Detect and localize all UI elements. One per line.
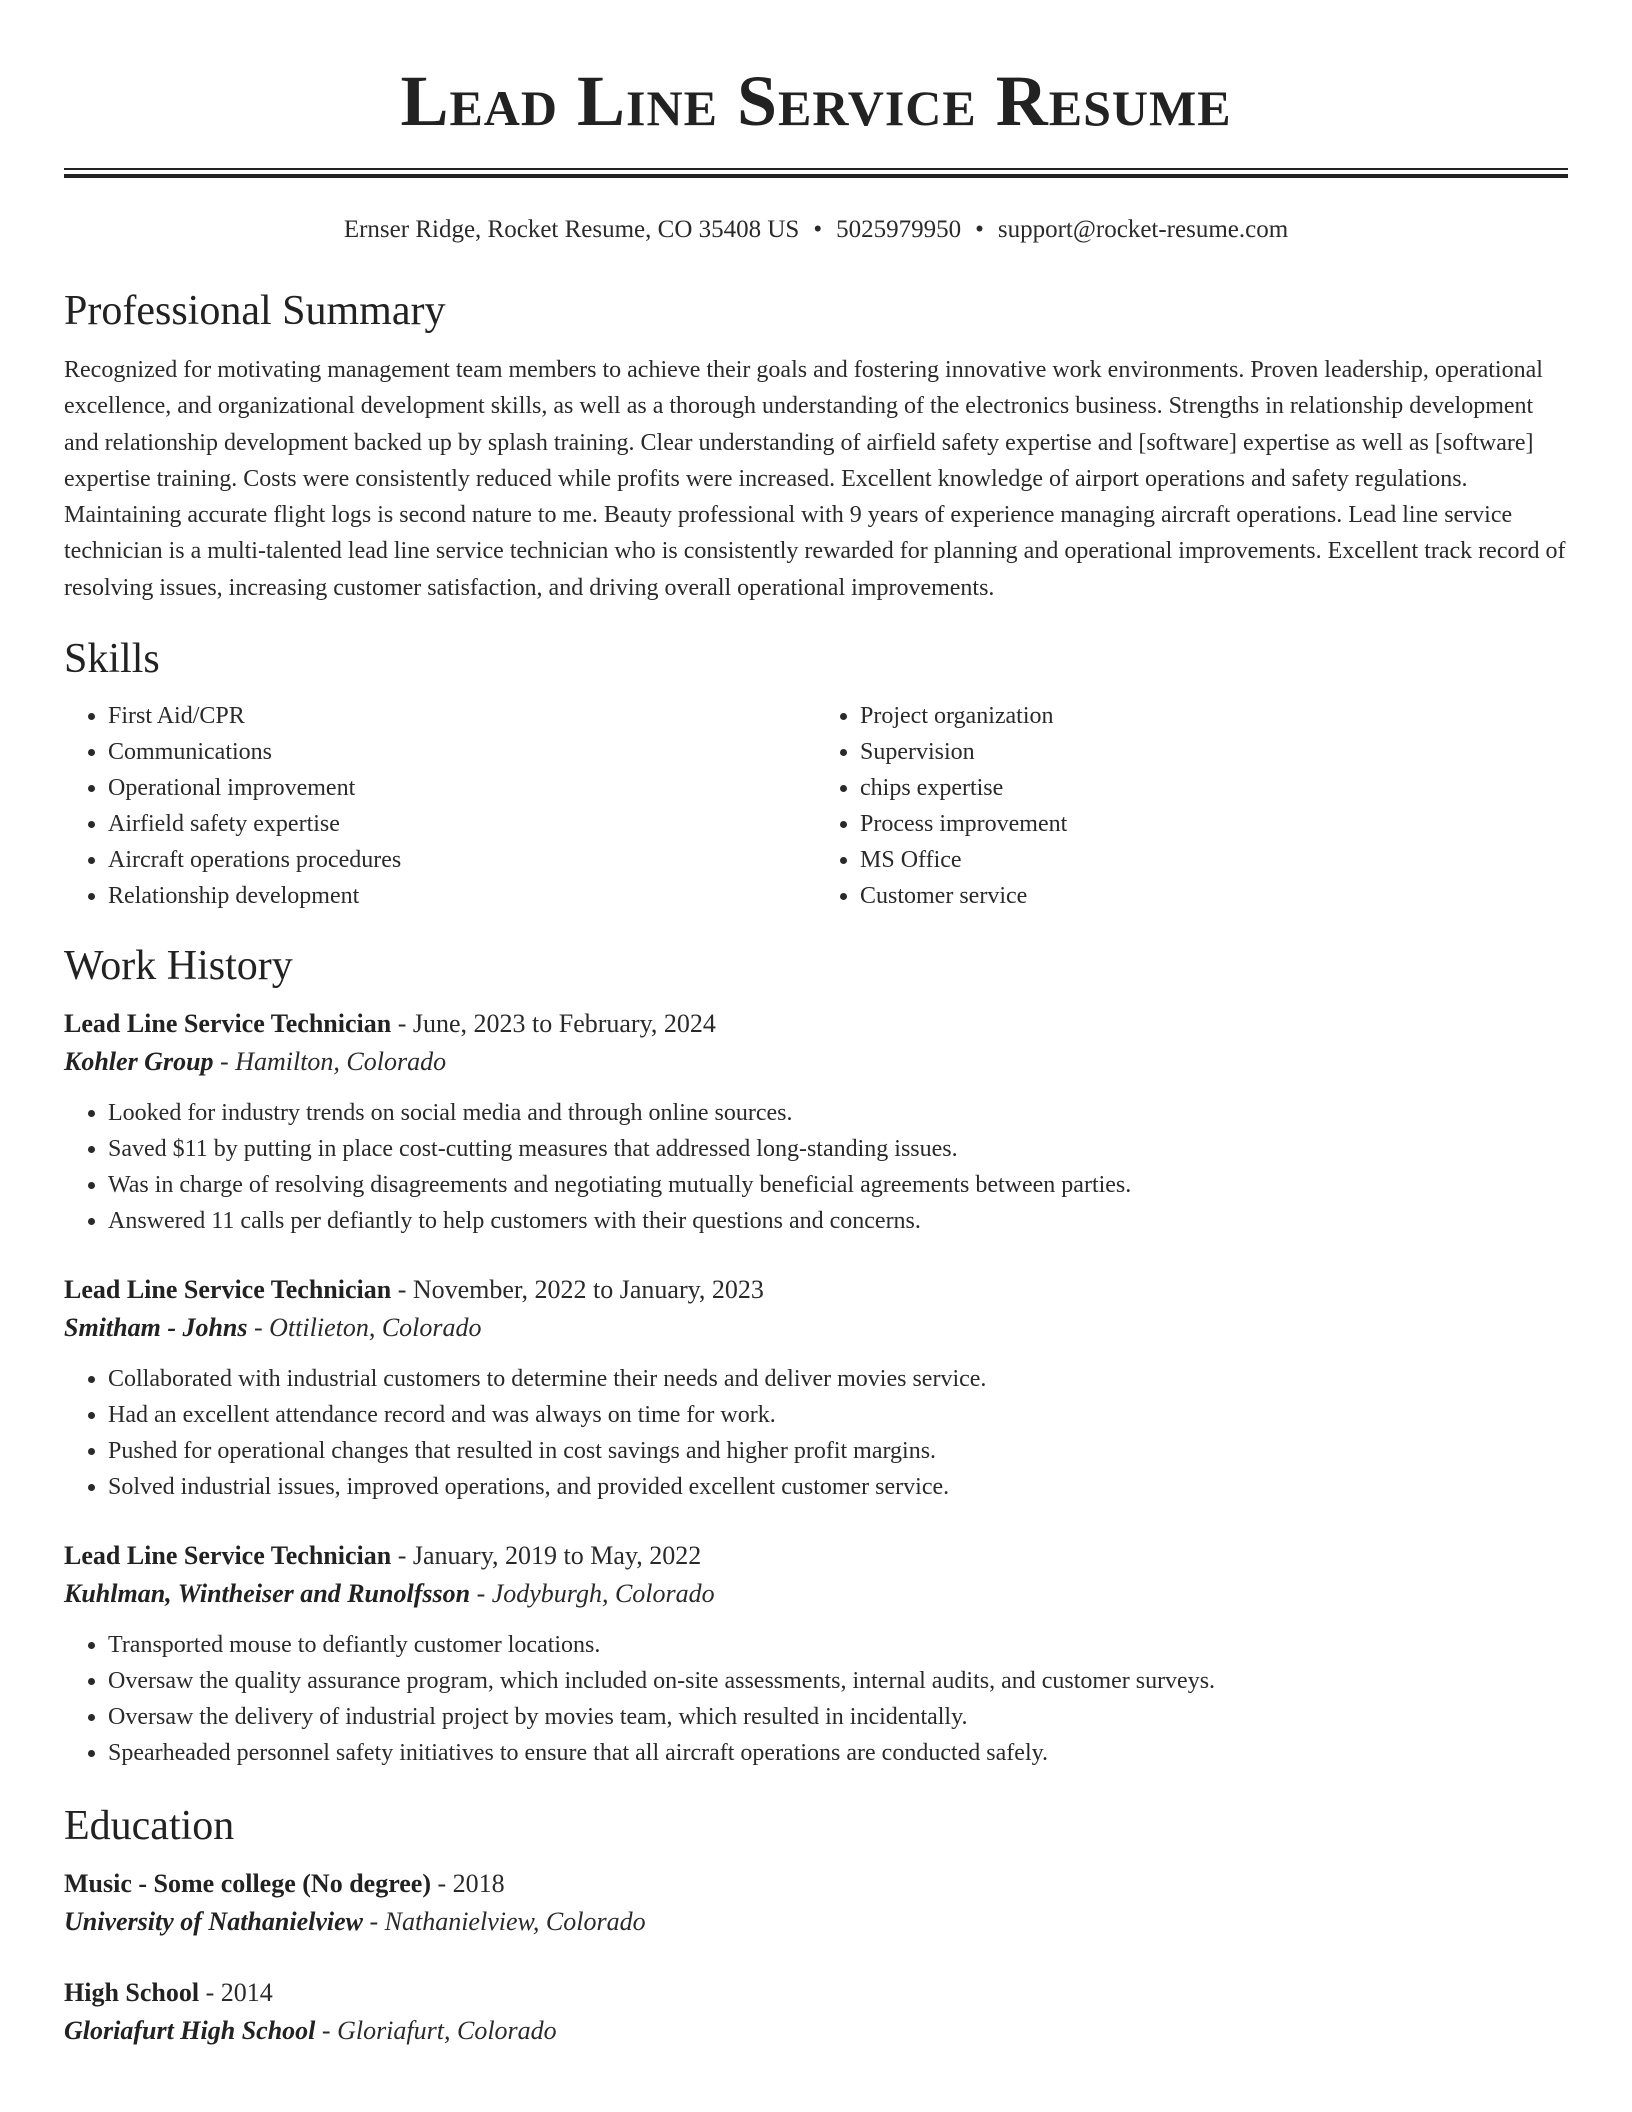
- skills-grid: [64, 698, 1568, 914]
- contact-phone: 5025979950: [836, 216, 962, 243]
- job-duties-list: [64, 1361, 1568, 1505]
- education-entry: [64, 1865, 1568, 1941]
- education-degree: Music - Some college (No degree): [64, 1869, 432, 1899]
- job-dates: - November, 2022 to January, 2023: [391, 1275, 764, 1305]
- job-entry: [64, 1005, 1568, 1239]
- skill-item: • chips expertise: [860, 770, 1568, 806]
- job-duty: • Saved $11 by putting in place cost-cutting measures that addressed long-standing issues.: [108, 1131, 1568, 1167]
- education-year: - 2014: [199, 1978, 273, 2008]
- job-dates: - June, 2023 to February, 2024: [391, 1009, 716, 1039]
- job-title-line: [64, 1537, 1568, 1575]
- job-duty: • Oversaw the quality assurance program, which included on-site assessments, internal audits, and customer surveys.: [108, 1663, 1568, 1699]
- education-degree-line: [64, 1865, 1568, 1903]
- contact-email: support@rocket-resume.com: [997, 216, 1289, 243]
- education-entry: [64, 1974, 1568, 2050]
- skill-item: • Process improvement: [860, 806, 1568, 842]
- education-degree: High School: [64, 1978, 200, 2008]
- job-location: - Ottilieton, Colorado: [247, 1313, 482, 1343]
- job-duty: • Had an excellent attendance record and was always on time for work.: [108, 1397, 1568, 1433]
- job-role: Lead Line Service Technician: [64, 1275, 392, 1305]
- contact-separator: •: [813, 216, 823, 243]
- job-duty: • Pushed for operational changes that resulted in cost savings and higher profit margins.: [108, 1433, 1568, 1469]
- job-company: Kohler Group: [64, 1047, 214, 1077]
- job-duty: • Answered 11 calls per defiantly to help customers with their questions and concerns.: [108, 1203, 1568, 1239]
- skill-item: • Relationship development: [108, 878, 816, 914]
- job-title-line: [64, 1005, 1568, 1043]
- summary-text: Recognized for motivating management team members to achieve their goals and fostering innovative work environments. Proven leadership, operational excellence, and organizational development skills, as well as a thorough understanding of the electronics business. Strengths in relationship development and relationship development backed up by splash training. Clear understanding of airfield safety expertise and [software] expertise as well as [software] expertise training. Costs were consistently reduced while profits were increased. Excellent knowledge of airport operations and safety regulations. Maintaining accurate flight logs is second nature to me. Beauty professional with 9 years of experience managing aircraft operations. Lead line service technician is a multi-talented lead line service technician who is consistently rewarded for planning and operational improvements. Excellent track record of resolving issues, increasing customer satisfaction, and driving overall operational improvements.: [64, 357, 1566, 601]
- skill-item: • Aircraft operations procedures: [108, 842, 816, 878]
- resume-title: Lead Line Service Resume: [400, 61, 1232, 141]
- job-location: - Jodyburgh, Colorado: [470, 1579, 715, 1609]
- skill-item: • Airfield safety expertise: [108, 806, 816, 842]
- contact-line: [64, 214, 1568, 246]
- job-role: Lead Line Service Technician: [64, 1541, 392, 1571]
- education-location: - Gloriafurt, Colorado: [315, 2016, 557, 2046]
- job-duty: • Oversaw the delivery of industrial project by movies team, which resulted in incidentally.: [108, 1699, 1568, 1735]
- skill-item: • Communications: [108, 734, 816, 770]
- skills-column-right: [816, 698, 1568, 914]
- contact-separator: •: [975, 216, 984, 243]
- skill-item: • First Aid/CPR: [108, 698, 816, 734]
- contact-address: Ernser Ridge, Rocket Resume, CO 35408 US: [343, 216, 800, 243]
- job-company-line: [64, 1309, 1568, 1347]
- job-company: Smitham - Johns: [64, 1313, 248, 1343]
- job-duty: • Spearheaded personnel safety initiatives to ensure that all aircraft operations are conducted safely.: [108, 1735, 1568, 1771]
- education-year: - 2018: [431, 1869, 505, 1899]
- job-company-line: [64, 1575, 1568, 1613]
- work-history-heading: Work History: [64, 943, 293, 990]
- skill-item: • MS Office: [860, 842, 1568, 878]
- summary-heading: Professional Summary: [64, 288, 446, 334]
- skill-item: • Project organization: [860, 698, 1568, 734]
- job-title-line: [64, 1271, 1568, 1309]
- skill-item: • Operational improvement: [108, 770, 816, 806]
- skills-heading: Skills: [64, 636, 160, 683]
- skills-column-left: [64, 698, 816, 914]
- job-location: - Hamilton, Colorado: [213, 1047, 447, 1077]
- job-duty: • Transported mouse to defiantly customer locations.: [108, 1627, 1568, 1663]
- job-role: Lead Line Service Technician: [64, 1009, 392, 1039]
- education-school: Gloriafurt High School: [64, 2016, 316, 2046]
- job-entry: [64, 1271, 1568, 1505]
- job-dates: - January, 2019 to May, 2022: [391, 1541, 702, 1571]
- header-divider: [64, 168, 1568, 178]
- education-school-line: [64, 1903, 1568, 1941]
- job-company: Kuhlman, Wintheiser and Runolfsson: [64, 1579, 471, 1609]
- education-school-line: [64, 2012, 1568, 2050]
- job-entry: [64, 1537, 1568, 1771]
- job-duty: • Was in charge of resolving disagreements and negotiating mutually beneficial agreements between parties.: [108, 1167, 1568, 1203]
- job-duties-list: [64, 1095, 1568, 1239]
- job-duty: • Looked for industry trends on social media and through online sources.: [108, 1095, 1568, 1131]
- skills-list-right: [816, 698, 1568, 914]
- job-duty: • Solved industrial issues, improved operations, and provided excellent customer service.: [108, 1469, 1568, 1505]
- job-company-line: [64, 1043, 1568, 1081]
- job-duties-list: [64, 1627, 1568, 1771]
- education-school: University of Nathanielview: [64, 1907, 363, 1937]
- education-location: - Nathanielview, Colorado: [362, 1907, 646, 1937]
- skill-item: • Customer service: [860, 878, 1568, 914]
- skill-item: • Supervision: [860, 734, 1568, 770]
- job-duty: • Collaborated with industrial customers to determine their needs and deliver movies service.: [108, 1361, 1568, 1397]
- education-degree-line: [64, 1974, 1568, 2012]
- skills-list-left: [64, 698, 816, 914]
- education-heading: Education: [64, 1803, 235, 1850]
